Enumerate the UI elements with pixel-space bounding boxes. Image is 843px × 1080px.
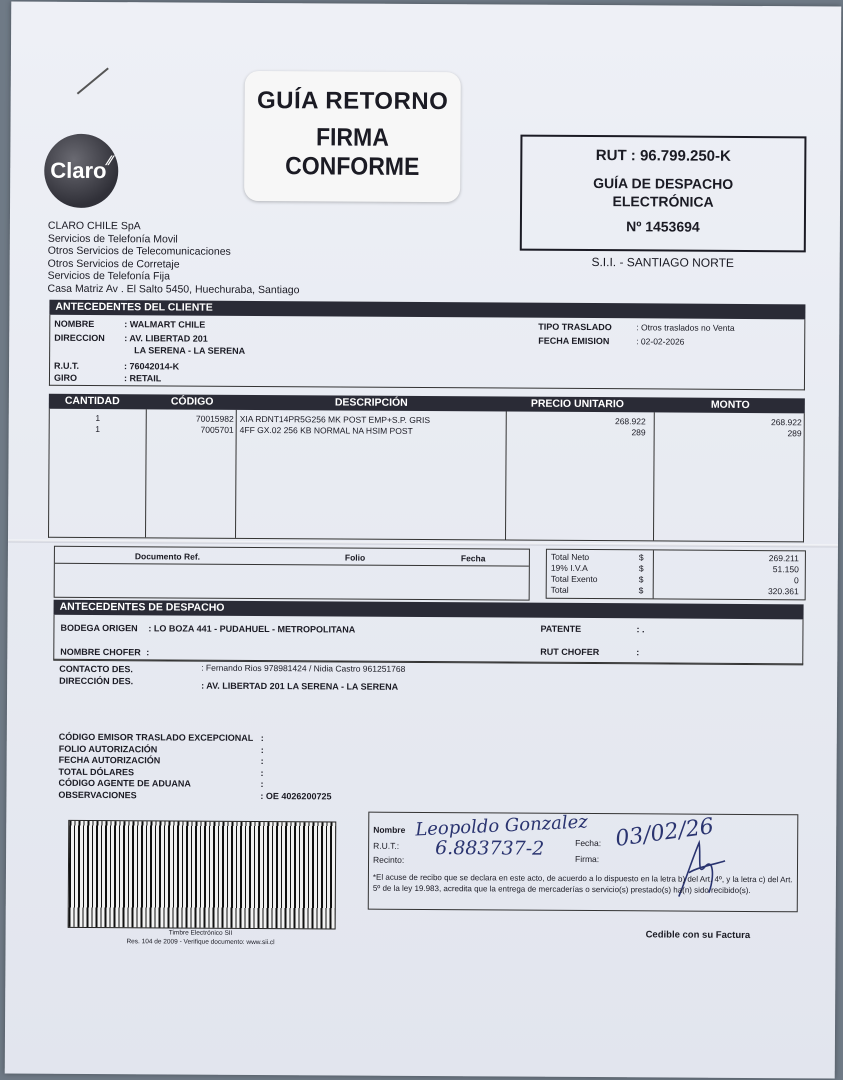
row-1-cantidad: 1 xyxy=(95,412,101,424)
issue-date-label: FECHA EMISION xyxy=(538,335,610,347)
extra-labels xyxy=(58,732,253,803)
row-1-monto: 268.922 xyxy=(770,417,802,428)
row-2-precio: 289 xyxy=(631,427,646,438)
total-neto-value: 269.211 xyxy=(768,553,799,564)
company-line: Casa Matriz Av . El Salto 5450, Huechuraba, Santiago xyxy=(47,282,300,297)
issuer-rut: RUT : 96.799.250-K xyxy=(595,147,731,165)
extra-label: OBSERVACIONES xyxy=(58,789,137,801)
sii-office: S.I.I. - SANTIAGO NORTE xyxy=(591,255,734,270)
receipt-rut-label: R.U.T.: xyxy=(373,840,400,851)
timbre-line-1: Timbre Electrónico SII xyxy=(168,929,233,937)
dispatch-guide-paper xyxy=(5,1,842,1078)
ref-doc-label: Documento Ref. xyxy=(134,551,201,562)
document-type xyxy=(522,174,804,212)
ref-folio-label: Folio xyxy=(344,552,366,563)
document-type-line-2: ELECTRÓNICA xyxy=(612,193,714,210)
totals-divider xyxy=(653,550,654,598)
row-2-descripcion: 4FF GX.02 256 KB NORMAL NA HSIM POST xyxy=(239,424,413,436)
row-2-monto: 289 xyxy=(787,428,802,439)
ref-divider xyxy=(55,563,529,567)
extra-label: FOLIO AUTORIZACIÓN xyxy=(58,743,158,754)
patente-label: PATENTE xyxy=(540,623,582,634)
items-body xyxy=(48,409,805,543)
totals-values xyxy=(768,553,799,597)
dispatch-section xyxy=(53,600,803,665)
client-name-label: NOMBRE xyxy=(54,318,95,329)
client-section-title: ANTECEDENTES DEL CLIENTE xyxy=(49,300,805,320)
items-table xyxy=(48,394,805,545)
company-line: Servicios de Telefonía Fija xyxy=(47,270,171,283)
extra-value: : xyxy=(260,744,264,755)
bodega-origen: : LO BOZA 441 - PUDAHUEL - METROPOLITANA xyxy=(148,623,356,635)
header-cantidad: CANTIDAD xyxy=(64,394,120,408)
client-name: : WALMART CHILE xyxy=(124,319,206,330)
row-1-descripcion: XIA RDNT14PR5G256 MK POST EMP+S.P. GRIS xyxy=(239,413,431,426)
row-1-codigo: 70015982 xyxy=(195,413,234,424)
rut-chofer-label: RUT CHOFER xyxy=(540,646,600,658)
sticker-line-1: GUÍA RETORNO xyxy=(256,86,449,116)
client-rut: : 76042014-K xyxy=(124,361,180,372)
contacto-label: CONTACTO DES. xyxy=(59,663,133,675)
timbre-caption xyxy=(68,928,334,948)
ref-fecha-label: Fecha xyxy=(460,553,486,564)
direccion-des-label: DIRECCIÓN DES. xyxy=(59,675,134,687)
document-number: Nº 1453694 xyxy=(626,218,700,235)
header-precio: PRECIO UNITARIO xyxy=(530,397,625,411)
transfer-type: : Otros traslados no Venta xyxy=(636,322,735,333)
header-codigo: CÓDIGO xyxy=(170,395,214,408)
total-label: Total xyxy=(550,584,569,595)
extra-value: : xyxy=(260,756,264,767)
receipt-box xyxy=(368,812,799,913)
receipt-nombre-label: Nombre xyxy=(373,824,406,835)
client-rut-label: R.U.T. xyxy=(54,360,80,371)
receipt-firma-label: Firma: xyxy=(575,853,600,865)
total-exento-value: 0 xyxy=(793,575,799,586)
document-type-line-1: GUÍA DE DESPACHO xyxy=(593,175,734,192)
document-id-box xyxy=(520,135,807,253)
chofer: : xyxy=(146,647,150,658)
iva-label: 19% I.V.A xyxy=(550,562,588,574)
dispatch-box xyxy=(53,615,803,665)
extra-value: : xyxy=(260,767,264,778)
row-2-codigo: 7005701 xyxy=(200,424,234,435)
client-section xyxy=(49,300,806,391)
dispatch-section-title: ANTECEDENTES DE DESPACHO xyxy=(54,600,804,620)
extra-value: : xyxy=(260,733,264,744)
logo-text: Claro xyxy=(50,157,107,184)
client-box xyxy=(49,315,805,391)
claro-logo xyxy=(44,134,118,208)
header-descripcion: DESCRIPCIÓN xyxy=(334,396,408,409)
contacto: : Fernando Rios 978981424 / Nidia Castro 961251768 xyxy=(201,662,406,674)
timbre-line-2: Res. 104 de 2009 - Verifique documento: www.sii.cl xyxy=(126,938,275,947)
logo-rays-icon: ∕∕ xyxy=(107,152,113,169)
extra-label: CÓDIGO EMISOR TRASLADO EXCEPCIONAL xyxy=(58,731,254,743)
observaciones-value: : OE 4026200725 xyxy=(260,790,332,802)
column-divider xyxy=(505,412,507,540)
handwritten-date: 03/02/26 xyxy=(613,814,716,852)
extra-label: TOTAL DÓLARES xyxy=(58,766,135,778)
references-box xyxy=(54,546,530,601)
extra-label: FECHA AUTORIZACIÓN xyxy=(58,754,161,766)
row-2-cantidad: 1 xyxy=(95,423,101,435)
column-divider xyxy=(235,410,237,538)
client-address-2: LA SERENA - LA SERENA xyxy=(134,345,246,356)
transfer-type-label: TIPO TRASLADO xyxy=(538,321,612,333)
extra-label: CÓDIGO AGENTE DE ADUANA xyxy=(58,778,191,789)
extra-value: : xyxy=(260,779,264,790)
company-line: Otros Servicios de Corretaje xyxy=(47,257,180,271)
total-exento-label: Total Exento xyxy=(550,573,598,585)
receipt-fecha-label: Fecha: xyxy=(575,837,602,849)
header-monto: MONTO xyxy=(710,398,750,411)
row-1-precio: 268.922 xyxy=(614,416,646,427)
currency-symbol: $ xyxy=(638,552,644,563)
direccion-des: : AV. LIBERTAD 201 LA SERENA - LA SERENA xyxy=(201,680,399,692)
cedible-note: Cedible con su Factura xyxy=(645,929,751,942)
issue-date: : 02-02-2026 xyxy=(636,336,685,347)
timbre-barcode xyxy=(68,820,337,930)
client-giro-label: GIRO xyxy=(53,372,78,383)
client-address-1: : AV. LIBERTAD 201 xyxy=(124,333,208,344)
patente: : . xyxy=(636,624,645,635)
return-sticker xyxy=(244,71,461,202)
company-info xyxy=(47,220,299,297)
client-giro: : RETAIL xyxy=(123,373,162,384)
currency-symbol: $ xyxy=(638,563,644,574)
receipt-notice: *El acuse de recibo que se declara en este acto, de acuerdo a lo dispuesto en la letra b) del Art. 4º, y la letra c) del Art. 5º de la ley 19.983, acredita que la entrega de mercaderías o servicio(s) prestado(s) ha(n) sido recibido(s). xyxy=(372,872,793,895)
totals-box xyxy=(546,549,806,601)
iva-value: 51.150 xyxy=(772,564,799,575)
company-line: Servicios de Telefonía Movil xyxy=(47,232,178,246)
sticker-line-2: FIRMA CONFORME xyxy=(285,123,420,181)
company-line: Otros Servicios de Telecomunicaciones xyxy=(47,244,231,259)
client-address-label: DIRECCION xyxy=(54,332,105,344)
receipt-recinto-label: Recinto: xyxy=(373,854,405,865)
total-neto-label: Total Neto xyxy=(550,551,590,563)
company-line: CLARO CHILE SpA xyxy=(47,219,141,233)
bodega-label: BODEGA ORIGEN xyxy=(60,622,138,634)
staple-mark xyxy=(77,67,109,94)
chofer-label: NOMBRE CHOFER xyxy=(60,646,141,658)
totals-labels xyxy=(551,552,598,596)
total-value: 320.361 xyxy=(767,586,799,597)
currency-symbol: $ xyxy=(638,585,644,596)
handwritten-name: Leopoldo Gonzalez xyxy=(414,811,589,841)
currency-symbol: $ xyxy=(638,574,644,585)
column-divider xyxy=(653,412,655,540)
rut-chofer: : xyxy=(636,647,640,658)
totals-currency xyxy=(639,552,644,596)
extra-values xyxy=(260,733,331,803)
handwritten-rut: 6.883737-2 xyxy=(435,837,545,860)
